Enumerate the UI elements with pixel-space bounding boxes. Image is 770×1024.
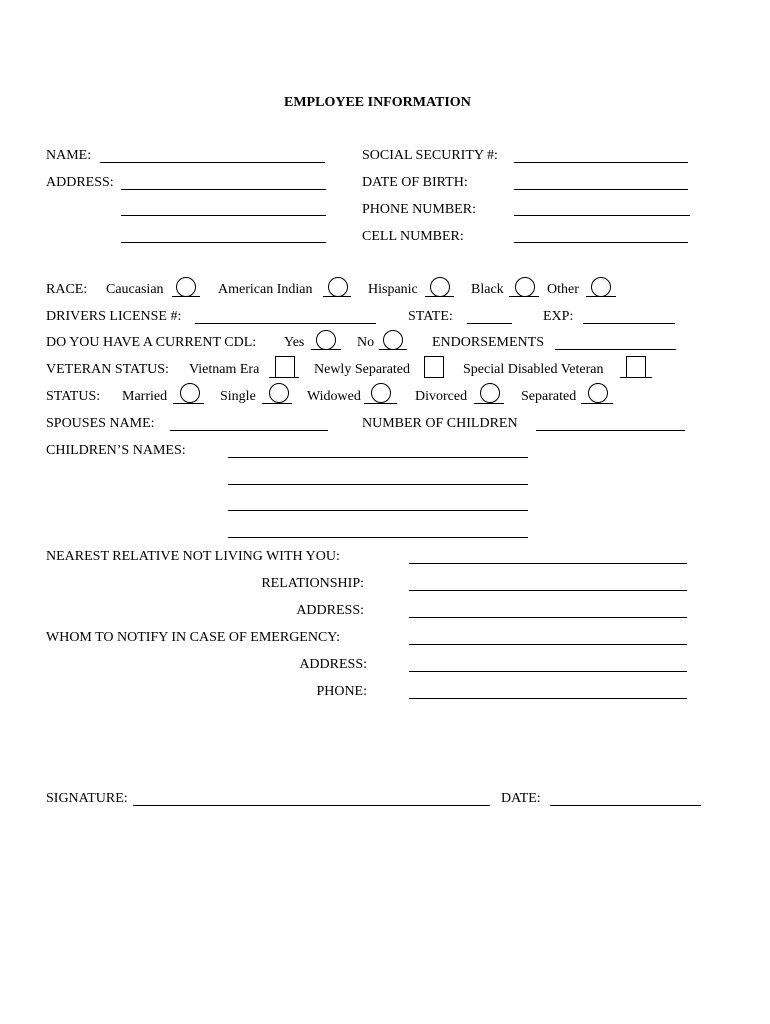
spouse-field[interactable]: [170, 430, 328, 431]
veteran-newly-separated-label: Newly Separated: [314, 362, 411, 377]
endorsements-label: ENDORSEMENTS: [432, 335, 545, 350]
children-names-field-2[interactable]: [228, 484, 528, 485]
endorsements-field[interactable]: [555, 349, 676, 350]
exp-label: EXP:: [543, 309, 574, 324]
children-count-field[interactable]: [536, 430, 685, 431]
phone-label: PHONE NUMBER:: [362, 202, 476, 217]
ssn-label: SOCIAL SECURITY #:: [362, 148, 498, 163]
status-separated-underline: [581, 403, 613, 404]
relative-label: NEAREST RELATIVE NOT LIVING WITH YOU:: [46, 549, 340, 564]
emergency-field[interactable]: [409, 644, 687, 645]
cdl-label: DO YOU HAVE A CURRENT CDL:: [46, 335, 257, 350]
cdl-yes-radio[interactable]: [316, 330, 336, 350]
license-label: DRIVERS LICENSE #:: [46, 309, 182, 324]
phone-field[interactable]: [514, 215, 690, 216]
children-names-field-4[interactable]: [228, 537, 528, 538]
veteran-disabled-label: Special Disabled Veteran: [463, 362, 604, 377]
status-widowed-label: Widowed: [307, 389, 361, 404]
relationship-label: RELATIONSHIP:: [261, 576, 364, 591]
cdl-yes-label: Yes: [284, 335, 305, 350]
children-names-field-3[interactable]: [228, 510, 528, 511]
emergency-label: WHOM TO NOTIFY IN CASE OF EMERGENCY:: [46, 630, 341, 645]
race-other-label: Other: [547, 282, 579, 297]
relative-field[interactable]: [409, 563, 687, 564]
status-single-radio[interactable]: [269, 383, 289, 403]
date-field[interactable]: [550, 805, 701, 806]
relative-address-field[interactable]: [409, 617, 687, 618]
address-field-1[interactable]: [121, 189, 326, 190]
race-label: RACE:: [46, 282, 88, 297]
status-separated-radio[interactable]: [588, 383, 608, 403]
signature-field[interactable]: [133, 805, 490, 806]
status-divorced-underline: [474, 403, 504, 404]
race-black-radio[interactable]: [515, 277, 535, 297]
license-field[interactable]: [195, 323, 376, 324]
children-count-label: NUMBER OF CHILDREN: [362, 416, 518, 431]
address-field-3[interactable]: [121, 242, 326, 243]
relative-address-label: ADDRESS:: [296, 603, 364, 618]
race-hispanic-radio[interactable]: [430, 277, 450, 297]
emergency-address-field[interactable]: [409, 671, 687, 672]
state-field[interactable]: [467, 323, 512, 324]
veteran-newly-separated-checkbox[interactable]: [424, 356, 444, 378]
status-separated-label: Separated: [521, 389, 577, 404]
status-divorced-label: Divorced: [415, 389, 468, 404]
status-single-underline: [262, 403, 292, 404]
name-label: NAME:: [46, 148, 92, 163]
veteran-label: VETERAN STATUS:: [46, 362, 169, 377]
race-caucasian-label: Caucasian: [106, 282, 164, 297]
address-label: ADDRESS:: [46, 175, 114, 190]
spouse-label: SPOUSES NAME:: [46, 416, 155, 431]
cell-field[interactable]: [514, 242, 688, 243]
veteran-vietnam-label: Vietnam Era: [189, 362, 260, 377]
cell-label: CELL NUMBER:: [362, 229, 464, 244]
race-american-indian-radio[interactable]: [328, 277, 348, 297]
name-field[interactable]: [100, 162, 325, 163]
status-divorced-radio[interactable]: [480, 383, 500, 403]
status-married-underline: [173, 403, 204, 404]
dob-label: DATE OF BIRTH:: [362, 175, 468, 190]
status-single-label: Single: [220, 389, 256, 404]
ssn-field[interactable]: [514, 162, 688, 163]
emergency-phone-field[interactable]: [409, 698, 687, 699]
emergency-phone-label: PHONE:: [316, 684, 367, 699]
relationship-field[interactable]: [409, 590, 687, 591]
cdl-no-radio[interactable]: [383, 330, 403, 350]
form-title: EMPLOYEE INFORMATION: [284, 95, 471, 110]
dob-field[interactable]: [514, 189, 688, 190]
address-field-2[interactable]: [121, 215, 326, 216]
cdl-no-label: No: [357, 335, 375, 350]
veteran-vietnam-checkbox[interactable]: [275, 356, 295, 378]
exp-field[interactable]: [583, 323, 675, 324]
race-caucasian-radio[interactable]: [176, 277, 196, 297]
status-married-label: Married: [122, 389, 168, 404]
emergency-address-label: ADDRESS:: [299, 657, 367, 672]
race-american-indian-label: American Indian: [218, 282, 313, 297]
race-black-label: Black: [471, 282, 504, 297]
status-married-radio[interactable]: [180, 383, 200, 403]
race-other-radio[interactable]: [591, 277, 611, 297]
state-label: STATE:: [408, 309, 453, 324]
status-widowed-underline: [364, 403, 397, 404]
signature-label: SIGNATURE:: [46, 791, 128, 806]
status-label: STATUS:: [46, 389, 101, 404]
status-widowed-radio[interactable]: [371, 383, 391, 403]
children-names-label: CHILDREN’S NAMES:: [46, 443, 186, 458]
veteran-disabled-checkbox[interactable]: [626, 356, 646, 378]
children-names-field-1[interactable]: [228, 457, 528, 458]
date-label: DATE:: [501, 791, 541, 806]
race-hispanic-label: Hispanic: [368, 282, 418, 297]
